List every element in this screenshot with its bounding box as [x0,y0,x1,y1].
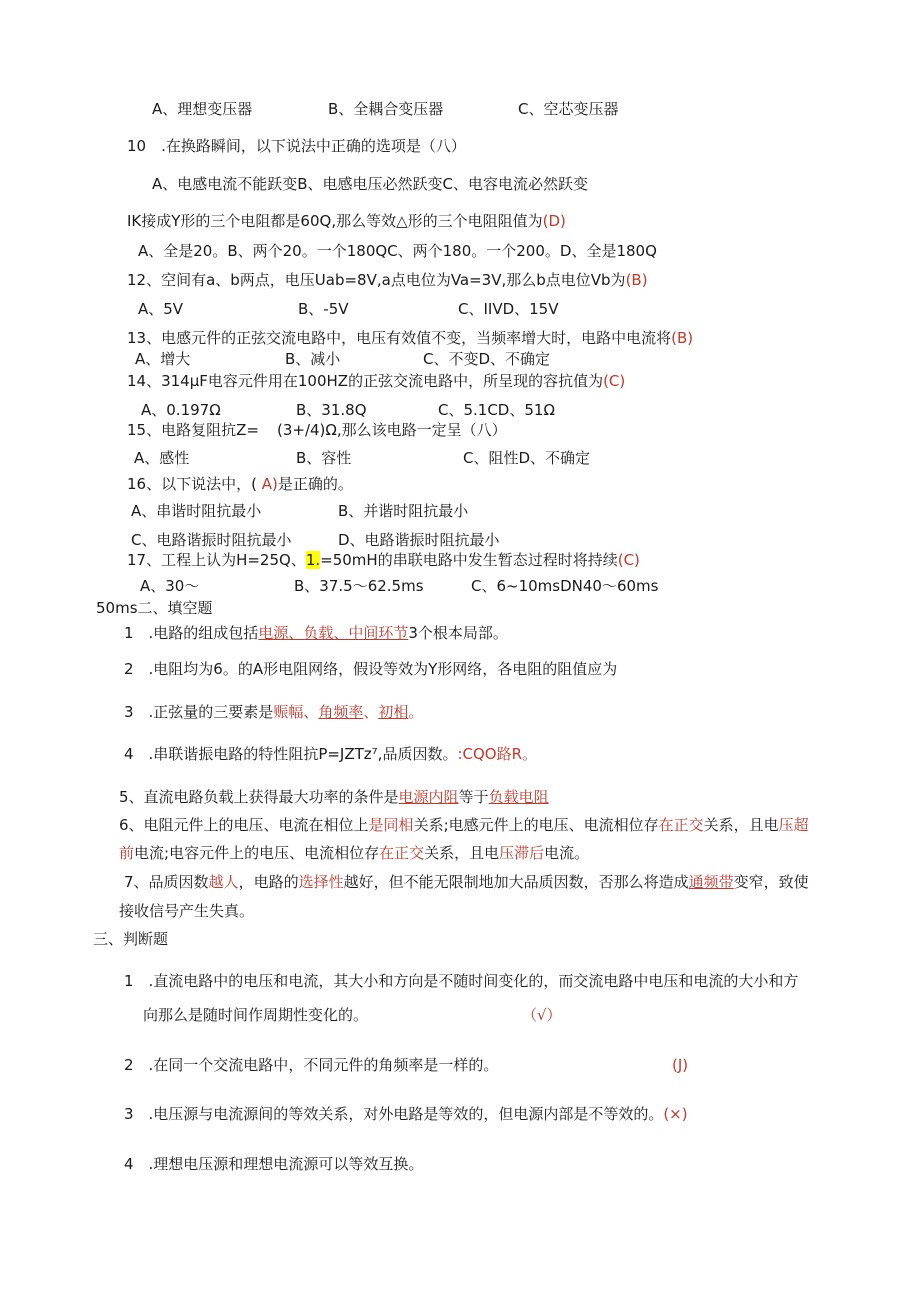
judge-2: 2 .在同一个交流电路中，不同元件的角频率是一样的。 [124,1056,499,1074]
q13-option-a: A、增大 [135,350,191,368]
q12-stem [127,270,648,290]
fill-6-text: 电流。 [544,844,590,862]
fill-5 [119,787,549,807]
fill-6-text: 关系，且电 [424,844,500,862]
q9-option-b: B、全耦合变压器 [328,100,444,118]
q12-option-b: B、-5V [298,300,349,318]
judge-3 [124,1104,688,1124]
judge-4: 4 .理想电压源和理想电流源可以等效互换。 [124,1155,424,1173]
q15-option-b: B、容性 [296,449,352,467]
q13-option-c: C、不变D、不确定 [423,350,551,368]
q12-stem-text: 12、空间有a、b两点，电压Uab=8V,a点电位为Va=3V,那么b点电位Vb为 [127,271,626,289]
fill-7-text: 7、品质因数 [124,873,209,891]
fill-3-pre: 3 .正弦量的三要素是 [124,703,274,721]
q14-stem [127,371,625,391]
q14-option-c: C、5.1CD、51Ω [438,401,555,419]
fill-7-line-2: 接收信号产生失真。 [119,902,255,920]
fill-3-answer-1: 赈幅、 [273,703,319,721]
fill-7-answer-1: 越人 [208,873,239,891]
fill-7-answer-2: 选择性 [298,873,344,891]
fill-3-answer-3: 初相 [378,703,409,721]
fill-6-text: 电流;电容元件上的电压、电流相位存 [134,844,380,862]
fill-6-answer-1: 是同相 [368,816,414,834]
judge-1-line-1: 1 .直流电路中的电压和电流，其大小和方向是不随时间变化的，而交流电路中电压和电流的大小和方 [124,972,799,990]
q16-answer: A) [261,475,278,493]
fill-4 [124,744,537,764]
q15-option-a: A、感性 [134,449,190,467]
q14-option-b: B、31.8Q [296,401,367,419]
fill-6-text: 关系，且电 [703,816,779,834]
q17-option-c: C、6~10msDN40～60ms [471,577,659,595]
q17-option-b: B、37.5～62.5ms [294,577,424,595]
q11-options: A、全是20。B、两个20。一个180QC、两个180。一个200。D、全是180Q [138,242,657,260]
fill-4-pre: 4 .串联谐振电路的特性阻抗P=JZTz⁷,品质因数。 [124,745,458,763]
q11-stem [127,211,566,231]
judge-2-answer: (J) [672,1056,689,1074]
q16-option-a: A、串谐时阻抗最小 [131,502,262,520]
judge-1-answer: （√） [522,1006,562,1024]
fill-5-answer-1: 电源内阻 [398,788,459,806]
section-fill-in-title: 50ms二、填空题 [96,599,213,617]
fill-7-text: ，电路的 [238,873,299,891]
fill-1-answer: 电源、负载、中间环节 [258,624,409,642]
q12-answer: (B) [625,271,648,289]
q10-stem: 10 .在换路瞬间，以下说法中正确的选项是（八） [127,137,466,155]
q12-option-a: A、5V [138,300,184,318]
q14-stem-text: 14、314μF电容元件用在100HZ的正弦交流电路中，所呈现的容抗值为 [127,372,604,390]
q10-options: A、电感电流不能跃变B、电感电压必然跃变C、电容电流必然跃变 [152,175,589,193]
q16-stem [127,474,353,494]
fill-7-line-1 [124,872,809,892]
q11-answer: (D) [542,212,566,230]
fill-6-line-2 [119,843,589,863]
q16-option-b: B、并谐时阻抗最小 [338,502,469,520]
fill-6-line-1 [119,815,809,835]
fill-3 [124,702,423,722]
fill-5-pre: 5、直流电路负载上获得最大功率的条件是 [119,788,399,806]
q16-option-d: D、电路谐振时阻抗最小 [338,531,500,549]
q14-answer: (C) [603,372,626,390]
q9-option-a: A、理想变压器 [152,100,253,118]
fill-6-text: 关系;电感元件上的电压、电流相位存 [413,816,659,834]
fill-6-text: 6、电阻元件上的电压、电流在相位上 [119,816,369,834]
section-judgment-title: 三、判断题 [93,930,169,948]
q15-stem-part2: (3+/4)Ω,那么该电路一定呈（八） [277,421,507,439]
fill-7-text: 变窄，致使 [733,873,809,891]
fill-6-answer-3-cont: 前 [119,844,135,862]
q13-stem-text: 13、电感元件的正弦交流电路中，电压有效值不变，当频率增大时，电路中电流将 [127,329,672,347]
q13-option-b: B、减小 [285,350,341,368]
fill-5-answer-2: 负载电阻 [488,788,549,806]
q14-option-a: A、0.197Ω [141,401,221,419]
fill-6-answer-3: 压超 [778,816,809,834]
q15-stem-part1: 15、电路复阻抗Z= [127,421,259,439]
fill-7-text: 越好，但不能无限制地加大品质因数，否那么将造成 [343,873,689,891]
q11-stem-text: IK接成Y形的三个电阻都是60Q,那么等效△形的三个电阻阻值为 [127,212,543,230]
fill-1-pre: 1 .电路的组成包括 [124,624,259,642]
q17-stem-part1: 17、工程上认为H=25Q、 [127,551,306,569]
q13-stem [127,328,693,348]
q13-answer: (B) [671,329,694,347]
judge-3-answer: (×) [663,1105,688,1123]
judge-1-line-2: 向那么是随时间作周期性变化的。 [143,1006,369,1024]
fill-1-post: 3个根本局部。 [408,624,508,642]
fill-3-answer-2: 角频率 [318,703,364,721]
fill-6-answer-2: 在正交 [658,816,704,834]
q16-stem-part1: 16、以下说法中，( [127,475,257,493]
fill-7-answer-3: 通频带 [688,873,734,891]
fill-3-post: 。 [408,703,424,721]
fill-3-sep: 、 [363,703,379,721]
fill-5-mid: 等于 [458,788,489,806]
fill-6-answer-4: 在正交 [379,844,425,862]
q16-option-c: C、电路谐振时阻抗最小 [131,531,292,549]
q17-answer: (C) [617,551,640,569]
q17-highlight: 1. [305,551,321,569]
q12-option-c: C、IIVD、15V [458,300,559,318]
fill-2: 2 .电阻均为6。的A形电阻网络，假设等效为Y形网络，各电阻的阻值应为 [124,660,618,678]
q17-stem [127,550,640,570]
fill-4-answer: :CQO路R。 [457,745,538,763]
q15-option-c: C、阻性D、不确定 [463,449,591,467]
judge-3-text: 3 .电压源与电流源间的等效关系，对外电路是等效的，但电源内部是不等效的。 [124,1105,664,1123]
q17-option-a: A、30～ [140,577,200,595]
q9-option-c: C、空芯变压器 [518,100,619,118]
fill-6-answer-5: 压滞后 [499,844,545,862]
q16-stem-part2: 是正确的。 [277,475,353,493]
fill-1 [124,623,508,643]
q17-stem-part2: =50mH的串联电路中发生暂态过程时将持续 [320,551,618,569]
